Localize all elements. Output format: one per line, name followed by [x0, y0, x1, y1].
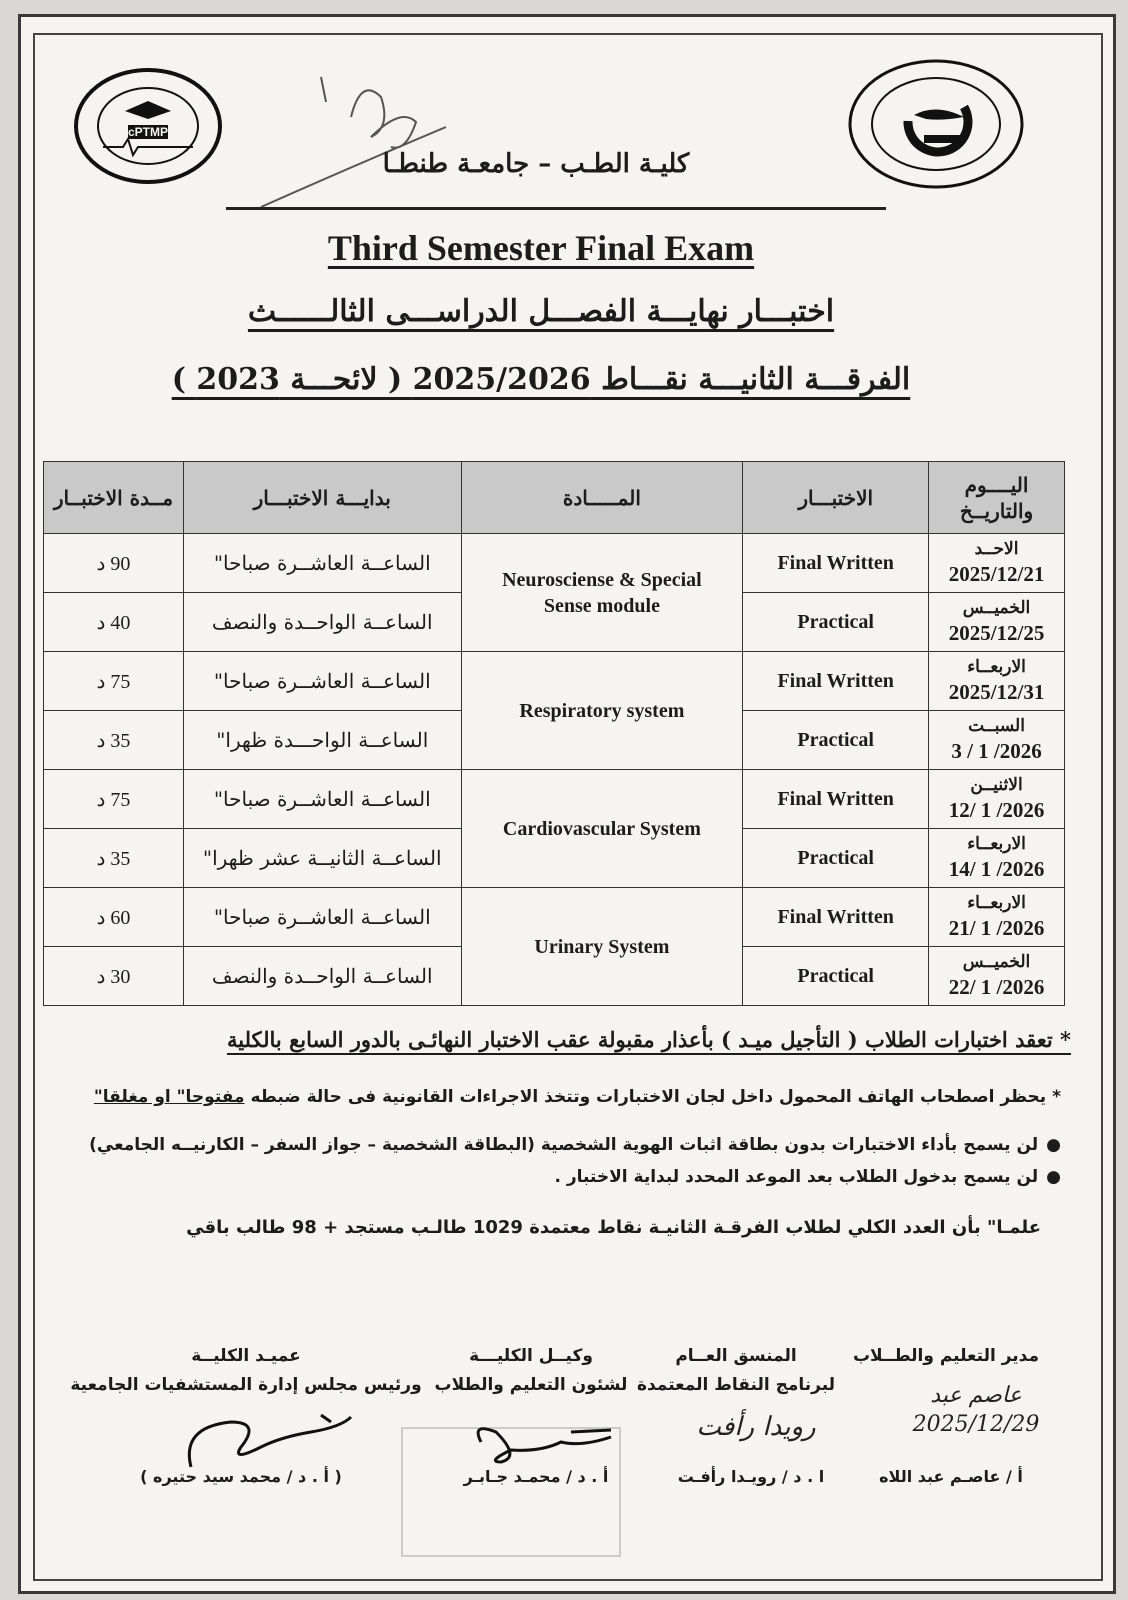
duration: 90 د — [44, 534, 184, 593]
subject-line: Urinary System — [534, 935, 670, 958]
start-time: الساعــة الواحـــدة ظهرا" — [183, 711, 461, 770]
exam-date: 2026/ 1 /12 — [948, 797, 1045, 822]
handwritten-signature-coordinator: رويدا رأفت — [696, 1412, 816, 1442]
start-time: الساعــة العاشــرة صباحا" — [183, 534, 461, 593]
svg-text:cPTMP: cPTMP — [127, 125, 169, 139]
start-time: الساعــة العاشــرة صباحا" — [183, 652, 461, 711]
day-name: الخميــس — [962, 598, 1031, 619]
exam-date: 2026/ 1 / 3 — [951, 738, 1042, 763]
day-cell — [929, 770, 1065, 829]
day-cell — [929, 593, 1065, 652]
duration: 35 د — [44, 711, 184, 770]
deferred-exams-note: * تعقد اختبارات الطلاب ( التأجيل ميـد ) بأعذار مقبولة عقب الاختبار النهائـى بالدور السابع بالكلية — [226, 1027, 1071, 1052]
subject-cell — [461, 888, 743, 1006]
document-sheet — [18, 14, 1116, 1594]
table-header-row — [44, 462, 1065, 534]
exam-type: Final Written — [743, 888, 929, 947]
subject-cell — [461, 534, 743, 652]
day-name: الاربعــاء — [967, 893, 1026, 914]
exam-type: Practical — [743, 711, 929, 770]
exam-date: 2026/ 1 /22 — [948, 974, 1045, 999]
subject-cell — [461, 770, 743, 888]
duration: 30 د — [44, 947, 184, 1006]
signatory-dean — [61, 1342, 431, 1400]
subject-line: Cardiovascular System — [502, 817, 701, 840]
table-row — [44, 770, 1065, 829]
signatory-subtitle: لشئون التعليم والطلاب — [434, 1374, 628, 1395]
subject-line: Respiratory system — [519, 699, 685, 722]
start-time: الساعــة الثانيــة عشر ظهرا" — [183, 829, 461, 888]
late-entry-note — [61, 1167, 1061, 1187]
signatory-vice-dean — [416, 1342, 646, 1400]
late-entry-text: لن يسمح بدخول الطلاب بعد الموعد المحدد لبداية الاختبار . — [554, 1167, 1039, 1187]
table-row — [44, 534, 1065, 593]
duration: 75 د — [44, 652, 184, 711]
id-requirement-text: لن يسمح بأداء الاختبارات بدون بطاقة اثبات الهوية الشخصية (البطاقة الشخصية – جواز السفر – الكارنيــه الجامعي) — [89, 1135, 1039, 1155]
start-time: الساعــة الواحــدة والنصف — [183, 947, 461, 1006]
header-start: بدايـــة الاختبـــار — [183, 462, 461, 534]
day-name: الاربعــاء — [967, 657, 1026, 678]
header-exam: الاختبـــار — [743, 462, 929, 534]
exam-type: Practical — [743, 593, 929, 652]
signatory-title: عميـد الكليــة — [191, 1346, 301, 1366]
exam-subtitle-arabic: الفرقـــة الثانيـــة نقـــاط 2025/2026 ( لائحـــة 2023 ) — [171, 362, 911, 397]
signatory-title: المنسق العــام — [675, 1346, 797, 1366]
subject-line: Neurosciense & Special — [502, 568, 702, 591]
signatory-name: ا . د / رويـدا رأفـت — [677, 1467, 825, 1486]
exam-schedule-table — [43, 461, 1065, 1006]
bullet-icon: ● — [1046, 1135, 1061, 1155]
handwritten-name: عاصم عبد — [930, 1383, 1022, 1408]
signatory-title: وكيــل الكليـــة — [469, 1346, 593, 1366]
top-signature-scribble — [231, 57, 471, 227]
table-row — [44, 652, 1065, 711]
signatory-subtitle: ورئيس مجلس إدارة المستشفيات الجامعية — [70, 1374, 422, 1395]
exam-type: Final Written — [743, 652, 929, 711]
student-count-note: علمـا" بأن العدد الكلي لطلاب الفرقـة الثانيـة نقاط معتمدة 1029 طالـب مستجد + 98 طالب باقي — [186, 1217, 1041, 1238]
signatory-name: ( أ . د / محمد سيد حتيره ) — [140, 1467, 342, 1486]
day-name: الخميــس — [962, 952, 1031, 973]
exam-date: 2025/12/25 — [948, 620, 1045, 645]
signatory-education-director — [831, 1342, 1061, 1371]
duration: 75 د — [44, 770, 184, 829]
exam-date: 2026/ 1 /21 — [948, 915, 1045, 940]
day-name: الاربعــاء — [967, 834, 1026, 855]
day-name: الاثنيــن — [970, 775, 1023, 796]
day-name: السبــت — [968, 716, 1025, 737]
exam-date: 2025/12/21 — [948, 561, 1045, 586]
day-cell — [929, 534, 1065, 593]
subject-cell — [461, 652, 743, 770]
header-subject: المـــــادة — [461, 462, 743, 534]
day-cell — [929, 652, 1065, 711]
handwritten-signature-education-director — [881, 1382, 1071, 1452]
start-time: الساعــة العاشــرة صباحا" — [183, 770, 461, 829]
cptmp-logo — [73, 67, 223, 185]
exam-type: Final Written — [743, 534, 929, 593]
duration: 35 د — [44, 829, 184, 888]
day-cell — [929, 829, 1065, 888]
header-duration: مــدة الاختبــار — [44, 462, 184, 534]
tanta-faculty-logo — [846, 57, 1026, 192]
exam-date: 2025/12/31 — [948, 679, 1045, 704]
bullet-icon: ● — [1046, 1167, 1061, 1187]
signatory-title: مدير التعليم والطــلاب — [852, 1346, 1040, 1366]
faculty-name: كليـة الطـب – جامعـة طنطـا — [382, 149, 690, 179]
day-cell — [929, 888, 1065, 947]
exam-date: 2026/ 1 /14 — [948, 856, 1045, 881]
signatory-subtitle: لبرنامج النقاط المعتمدة — [636, 1374, 836, 1395]
phone-ban-emphasis: مفتوحا" او مغلقا" — [93, 1087, 245, 1107]
exam-type: Practical — [743, 829, 929, 888]
exam-title-english: Third Semester Final Exam — [327, 228, 755, 268]
day-cell — [929, 947, 1065, 1006]
exam-type: Final Written — [743, 770, 929, 829]
header-divider — [226, 207, 886, 210]
start-time: الساعــة الواحــدة والنصف — [183, 593, 461, 652]
signatory-general-coordinator — [621, 1342, 851, 1400]
duration: 40 د — [44, 593, 184, 652]
day-name: الاحــد — [974, 539, 1019, 560]
signature-vice-dean — [461, 1412, 631, 1472]
header-day: اليــــوم والتاريــخ — [929, 462, 1065, 534]
phone-ban-text: * يحظر اصطحاب الهاتف المحمول داخل لجان الاختبارات وتتخذ الاجراءات القانونية فى حالة ضبطه — [244, 1087, 1061, 1107]
exam-type: Practical — [743, 947, 929, 1006]
start-time: الساعــة العاشــرة صباحا" — [183, 888, 461, 947]
duration: 60 د — [44, 888, 184, 947]
day-cell — [929, 711, 1065, 770]
id-requirement-note — [61, 1135, 1061, 1155]
signatory-name: أ / عاصـم عبد اللاه — [879, 1467, 1023, 1486]
signatory-name: أ . د / محمـد جـابـر — [463, 1467, 609, 1486]
phone-ban-note — [61, 1087, 1061, 1107]
table-row — [44, 888, 1065, 947]
subject-line: Sense module — [543, 594, 660, 617]
handwritten-date: 2025/12/29 — [912, 1411, 1040, 1437]
exam-title-arabic: اختبـــار نهايـــة الفصـــل الدراســـى الثالــــــث — [247, 294, 835, 329]
